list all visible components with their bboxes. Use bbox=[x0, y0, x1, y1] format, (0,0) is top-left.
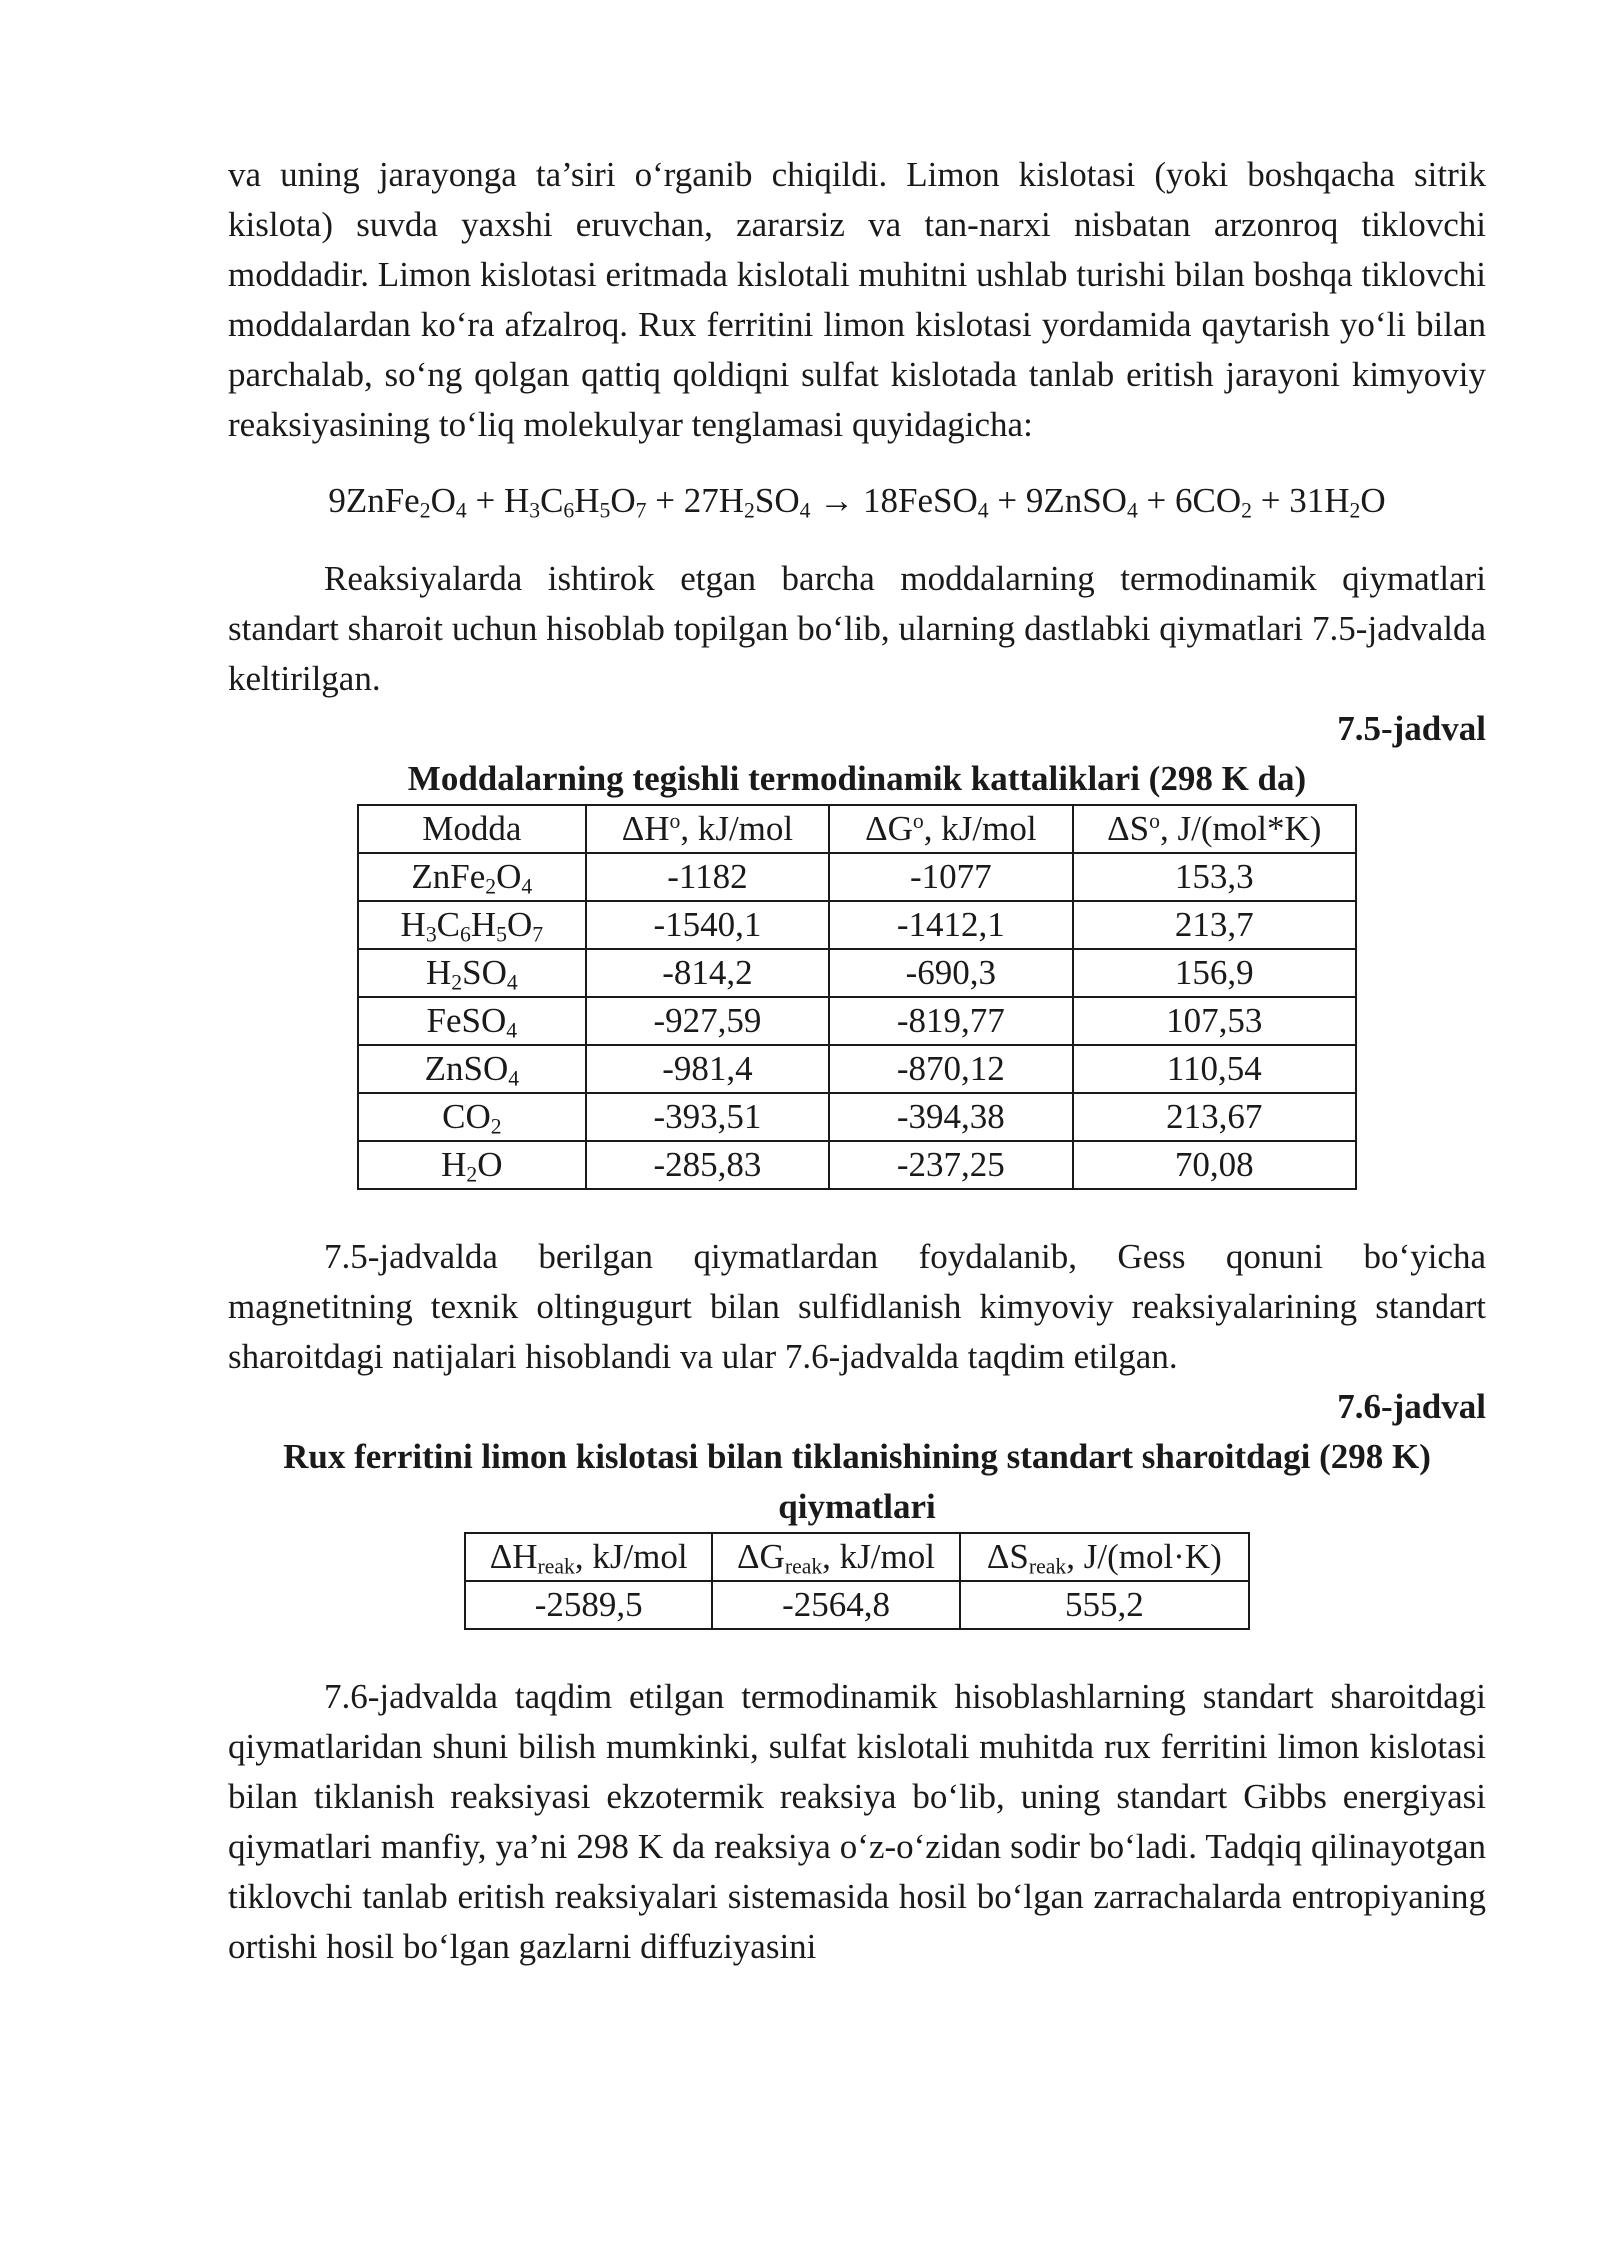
table-row bbox=[358, 997, 1356, 1045]
enthalpy-cell: -393,51 bbox=[586, 1093, 829, 1141]
substance-cell: $H_2O$ bbox=[358, 1141, 586, 1189]
table-row bbox=[465, 1581, 1249, 1629]
document-page bbox=[228, 150, 1486, 1972]
table-row bbox=[358, 949, 1356, 997]
table-7-6-header-row bbox=[465, 1533, 1249, 1581]
substance-cell: $ZnFe_2O_4$ bbox=[358, 853, 586, 901]
table-row bbox=[358, 1141, 1356, 1189]
header-reaction-entropy: $\Delta S_{reak}$, J/(mol·K) bbox=[960, 1533, 1249, 1581]
enthalpy-cell: -1182 bbox=[586, 853, 829, 901]
header-substance: Modda bbox=[358, 805, 586, 853]
gibbs-cell: -870,12 bbox=[829, 1045, 1072, 1093]
reaction-entropy-value: 555,2 bbox=[960, 1581, 1249, 1629]
table-row bbox=[358, 1045, 1356, 1093]
paragraph-thermo-values: Reaksiyalarda ishtirok etgan barcha moddalarning termodinamik qiymatlari standart sharoit uchun hisoblab topilgan bo‘lib, ularning dastlabki qiymatlari 7.5-jadvalda keltirilgan. bbox=[228, 559, 1486, 698]
table-7-5-header-row bbox=[358, 805, 1356, 853]
substance-cell: FeSO$_4$ bbox=[358, 997, 586, 1045]
gibbs-cell: -394,38 bbox=[829, 1093, 1072, 1141]
table-7-6-title: Rux ferritini limon kislotasi bilan tiklanishining standart sharoitdagi (298 K) qiymatlari bbox=[283, 1437, 1431, 1526]
header-reaction-gibbs: $\Delta G_{reak}$, kJ/mol bbox=[712, 1533, 959, 1581]
equation-term: $31H_2O$ bbox=[1289, 481, 1386, 523]
equation-term: $H_3C_6H_5O_7$ bbox=[503, 481, 647, 523]
header-entropy: $\Delta S^o$, J/(mol*K) bbox=[1073, 805, 1356, 853]
paragraph-conclusion: 7.6-jadvalda taqdim etilgan termodinamik hisoblashlarning standart sharoitdagi qiymatlaridan shuni bilish mumkinki, sulfat kislotali muhitda rux ferritini limon kislotasi bilan tiklanish reaksiyasi ekzotermik reaksiya bo‘lib, uning standart Gibbs energiyasi qiymatlari manfiy, ya’ni 298 K da reaksiya o‘z-o‘zidan sodir bo‘ladi. Tadqiq qilinayotgan tiklovchi tanlab eritish reaksiyalari sistemasida hosil bo‘lgan zarrachalarda entropiyaning ortishi hosil bo‘lgan gazlarni diffuziyasini bbox=[228, 1677, 1486, 1966]
equation-term: $9ZnFe_2O_4$ bbox=[328, 481, 467, 523]
equation-term: $27H_2SO_4$ bbox=[683, 481, 811, 523]
gibbs-cell: -1412,1 bbox=[829, 901, 1072, 949]
entropy-cell: 156,9 bbox=[1073, 949, 1356, 997]
entropy-cell: 107,53 bbox=[1073, 997, 1356, 1045]
substance-cell: $H_2SO_4$ bbox=[358, 949, 586, 997]
table-row bbox=[358, 853, 1356, 901]
substance-cell: $CO_2$ bbox=[358, 1093, 586, 1141]
enthalpy-cell: -981,4 bbox=[586, 1045, 829, 1093]
enthalpy-cell: -814,2 bbox=[586, 949, 829, 997]
entropy-cell: 213,7 bbox=[1073, 901, 1356, 949]
reaction-gibbs-value: -2564,8 bbox=[712, 1581, 959, 1629]
table-7-5-title: Moddalarning tegishli termodinamik kattaliklari (298 K da) bbox=[407, 759, 1307, 798]
paragraph-gess-law: 7.5-jadvalda berilgan qiymatlardan foydalanib, Gess qonuni bo‘yicha magnetitning texnik oltingugurt bilan sulfidlanish kimyoviy reaksiyalarining standart sharoitdagi natijalari hisoblandi va ular 7.6-jadvalda taqdim etilgan. bbox=[228, 1237, 1486, 1376]
table-row bbox=[358, 901, 1356, 949]
reaction-arrow-icon: → bbox=[810, 481, 863, 520]
table-7-5-label: 7.5-jadval bbox=[1337, 709, 1486, 748]
enthalpy-cell: -1540,1 bbox=[586, 901, 829, 949]
entropy-cell: 70,08 bbox=[1073, 1141, 1356, 1189]
equation-term: $6CO_2$ bbox=[1175, 481, 1253, 523]
reaction-equation: $9ZnFe_2O_4 + H_3C_6H_5O_7 + 27H_2SO_4$ → 18FeSO$_4$ + 9ZnSO$_4$ + $6CO_2 + 31H_2O$ bbox=[328, 481, 1386, 523]
equation-term: 18FeSO$_4$ bbox=[862, 481, 989, 523]
reaction-enthalpy-value: -2589,5 bbox=[465, 1581, 712, 1629]
gibbs-cell: -819,77 bbox=[829, 997, 1072, 1045]
entropy-cell: 213,67 bbox=[1073, 1093, 1356, 1141]
equation-term: 9ZnSO$_4$ bbox=[1025, 481, 1138, 523]
header-reaction-enthalpy: $\Delta H_{reak}$, kJ/mol bbox=[465, 1533, 712, 1581]
enthalpy-cell: -927,59 bbox=[586, 997, 829, 1045]
table-7-5 bbox=[357, 804, 1357, 1190]
gibbs-cell: -237,25 bbox=[829, 1141, 1072, 1189]
entropy-cell: 153,3 bbox=[1073, 853, 1356, 901]
substance-cell: $H_3C_6H_5O_7$ bbox=[358, 901, 586, 949]
table-7-6-label: 7.6-jadval bbox=[1337, 1387, 1486, 1426]
table-row bbox=[358, 1093, 1356, 1141]
table-7-6 bbox=[464, 1532, 1250, 1630]
gibbs-cell: -1077 bbox=[829, 853, 1072, 901]
enthalpy-cell: -285,83 bbox=[586, 1141, 829, 1189]
substance-cell: ZnSO$_4$ bbox=[358, 1045, 586, 1093]
gibbs-cell: -690,3 bbox=[829, 949, 1072, 997]
entropy-cell: 110,54 bbox=[1073, 1045, 1356, 1093]
paragraph-intro: va uning jarayonga ta’siri o‘rganib chiqildi. Limon kislotasi (yoki boshqacha sitrik kislota) suvda yaxshi eruvchan, zararsiz va tan-narxi nisbatan arzonroq tiklovchi moddadir. Limon kislotasi eritmada kislotali muhitni ushlab turishi bilan boshqa tiklovchi moddalardan ko‘ra afzalroq. Rux ferritini limon kislotasi yordamida qaytarish yo‘li bilan parchalab, so‘ng qolgan qattiq qoldiqni sulfat kislotada tanlab eritish jarayoni kimyoviy reaksiyasining to‘liq molekulyar tenglamasi quyidagicha: bbox=[228, 155, 1486, 444]
header-enthalpy: $\Delta H^o$, kJ/mol bbox=[586, 805, 829, 853]
table-7-5-body bbox=[358, 853, 1356, 1189]
header-gibbs: $\Delta G^o$, kJ/mol bbox=[829, 805, 1072, 853]
